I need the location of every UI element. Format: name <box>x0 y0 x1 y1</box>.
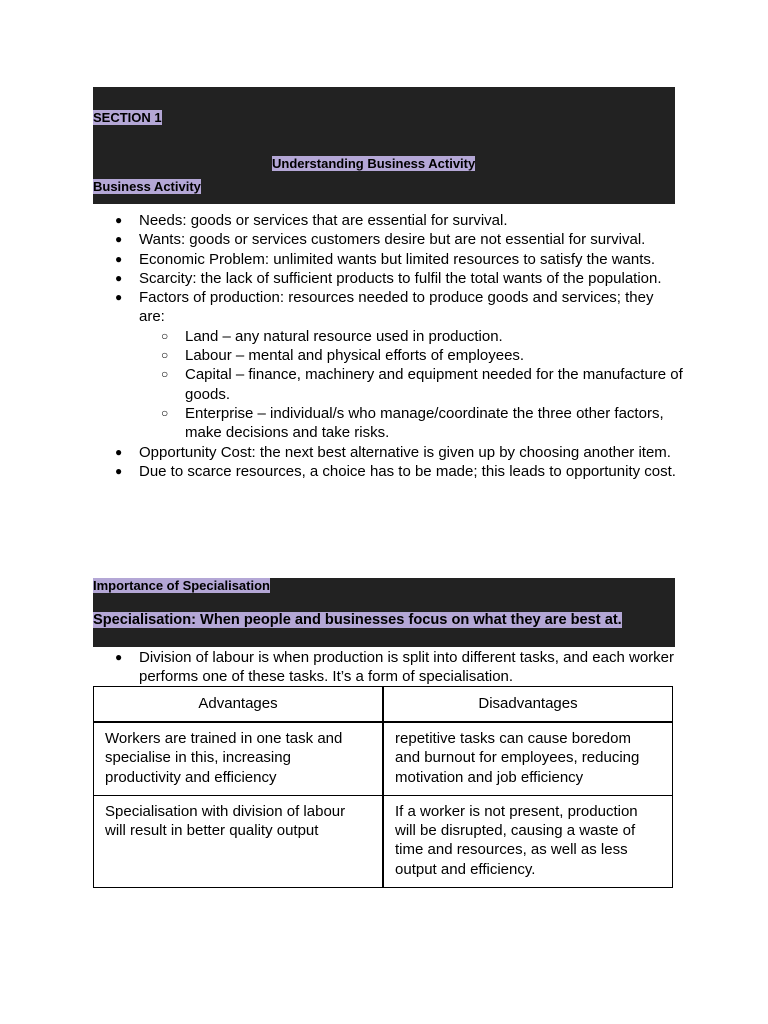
list-item-text: Factors of production: resources needed to produce goods and services; they are: <box>139 289 654 326</box>
sublist-item: ○ Capital – finance, machinery and equipment needed for the manufacture of goods. <box>139 365 683 404</box>
list-item: ● Needs: goods or services that are essential for survival. <box>93 211 683 230</box>
table-header-row <box>94 687 673 723</box>
specialisation-list <box>93 648 683 687</box>
sublist-item: ○ Enterprise – individual/s who manage/coordinate the three other factors, make decisions and take risks. <box>139 404 683 443</box>
section-title: Importance of Specialisation <box>93 578 270 593</box>
list-item: ● Scarcity: the lack of sufficient products to fulfil the total wants of the population. <box>93 269 683 288</box>
business-activity-list <box>93 211 683 481</box>
column-header-advantages: Advantages <box>94 687 384 723</box>
sublist-item: ○ Labour – mental and physical efforts of employees. <box>139 346 683 365</box>
sublist-item: ○ Land – any natural resource used in production. <box>139 327 683 346</box>
advantages-table <box>93 686 673 888</box>
section-label: SECTION 1 <box>93 110 162 125</box>
column-header-disadvantages: Disadvantages <box>383 687 672 723</box>
definition-text: Specialisation: When people and businesses focus on what they are best at. <box>93 612 622 628</box>
list-item: ● Wants: goods or services customers desire but are not essential for survival. <box>93 230 683 249</box>
table-row <box>94 795 673 887</box>
list-item: ● Economic Problem: unlimited wants but limited resources to satisfy the wants. <box>93 250 683 269</box>
subsection-title: Business Activity <box>93 179 201 194</box>
table-cell: Workers are trained in one task and specialise in this, increasing productivity and efficiency <box>94 722 384 795</box>
page-title: Understanding Business Activity <box>272 156 476 171</box>
table-cell: If a worker is not present, production will be disrupted, causing a waste of time and resources, as well as less output and efficiency. <box>383 795 672 887</box>
list-item: ● Division of labour is when production is split into different tasks, and each worker performs one of these tasks. It’s a form of specialisation. <box>93 648 683 687</box>
list-item: ● Opportunity Cost: the next best alternative is given up by choosing another item. <box>93 443 683 462</box>
table-cell: repetitive tasks can cause boredom and burnout for employees, reducing motivation and job efficiency <box>383 722 672 795</box>
list-item-factors <box>93 288 683 442</box>
table-cell: Specialisation with division of labour will result in better quality output <box>94 795 384 887</box>
factors-sublist <box>139 327 683 443</box>
list-item: ● Due to scarce resources, a choice has to be made; this leads to opportunity cost. <box>93 462 683 481</box>
table-row <box>94 722 673 795</box>
